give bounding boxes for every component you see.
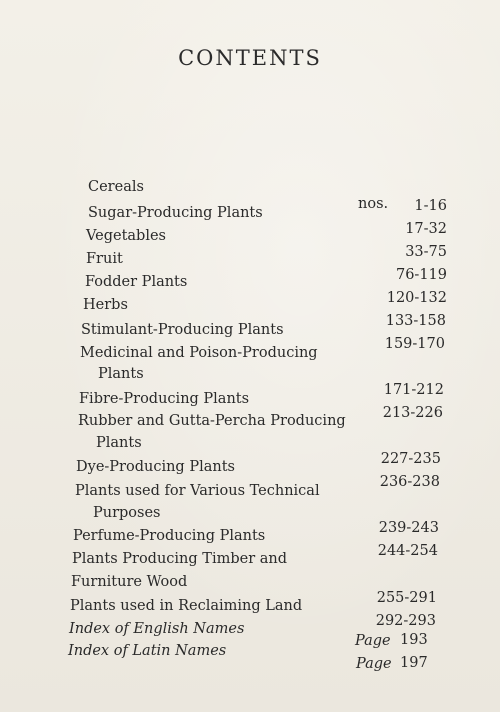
toc-entry-various-technical-cont: Purposes (93, 505, 161, 521)
numbers-prefix: nos. (358, 196, 389, 212)
index-latin-page-word: Page (356, 656, 392, 672)
range-dye: 236-238 (379, 474, 440, 490)
range-herbs: 133-158 (385, 313, 446, 329)
toc-entry-rubber-gutta-percha-cont: Plants (96, 435, 142, 451)
index-latin-page: 197 (400, 655, 428, 671)
toc-entry-fruit: Fruit (86, 251, 123, 267)
range-fodder: 120-132 (386, 290, 447, 306)
toc-entry-cereals: Cereals (88, 179, 144, 195)
toc-entry-fodder-plants: Fodder Plants (85, 274, 188, 290)
toc-entry-timber-furniture-cont: Furniture Wood (71, 574, 188, 590)
toc-entry-stimulant-producing-plants: Stimulant-Producing Plants (81, 322, 284, 338)
range-rubber: 227-235 (380, 451, 441, 467)
index-english-page: 193 (400, 632, 428, 648)
toc-entry-sugar-producing-plants: Sugar-Producing Plants (88, 205, 263, 221)
range-sugar: 17-32 (405, 221, 447, 237)
index-english-page-word: Page (355, 633, 391, 649)
toc-entry-index-latin: Index of Latin Names (68, 643, 227, 659)
toc-entry-perfume-producing-plants: Perfume-Producing Plants (73, 528, 266, 544)
range-fibre: 213-226 (382, 405, 443, 421)
range-perfume: 244-254 (377, 543, 438, 559)
toc-entry-medicinal-poison-producing: Medicinal and Poison-Producing (80, 345, 318, 361)
toc-entry-rubber-gutta-percha: Rubber and Gutta-Percha Producing (78, 413, 346, 429)
toc-entry-dye-producing-plants: Dye-Producing Plants (76, 459, 235, 475)
toc-entry-vegetables: Vegetables (86, 228, 166, 244)
range-fruit: 76-119 (395, 267, 447, 283)
page-title: CONTENTS (178, 46, 322, 70)
range-stimulant: 159-170 (384, 336, 445, 352)
toc-entry-timber-furniture: Plants Producing Timber and (72, 551, 288, 567)
toc-entry-various-technical: Plants used for Various Technical (75, 483, 320, 499)
range-cereals: 1-16 (414, 198, 447, 214)
toc-entry-fibre-producing-plants: Fibre-Producing Plants (79, 391, 250, 407)
range-medicinal: 171-212 (383, 382, 444, 398)
range-vegetables: 33-75 (405, 244, 447, 260)
range-reclaiming: 292-293 (375, 613, 436, 629)
toc-entry-reclaiming-land: Plants used in Reclaiming Land (70, 598, 303, 614)
toc-entry-herbs: Herbs (83, 297, 128, 313)
range-technical: 239-243 (378, 520, 439, 536)
toc-entry-medicinal-poison-producing-cont: Plants (98, 366, 144, 382)
toc-entry-index-english: Index of English Names (69, 621, 245, 637)
range-timber: 255-291 (376, 590, 437, 606)
